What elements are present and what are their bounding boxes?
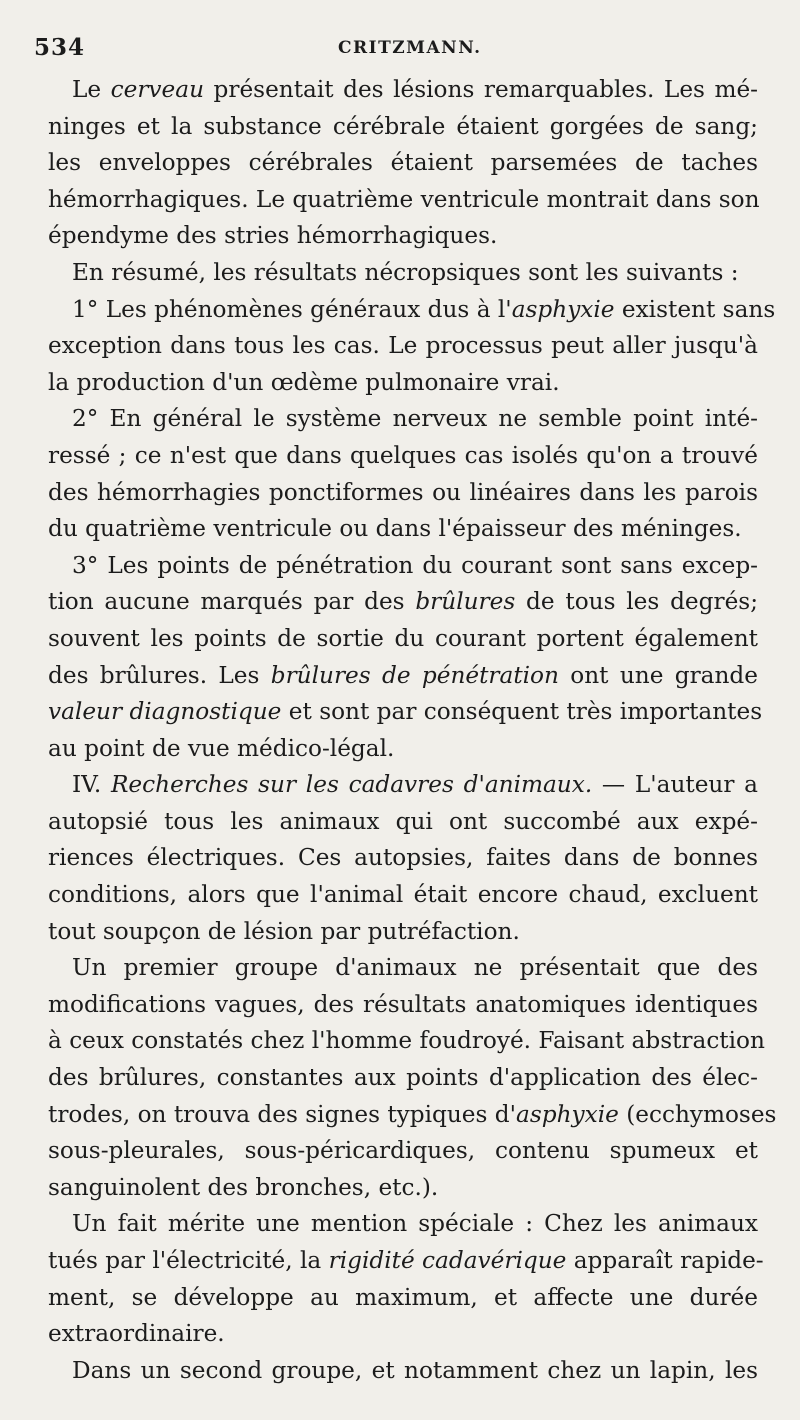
paragraph xyxy=(48,950,777,1206)
text-line: des brûlures, constantes aux points d'application des élec- xyxy=(48,1064,758,1092)
text-line: tion aucune marqués par des brûlures de tous les degrés; xyxy=(48,588,759,616)
text-line: souvent les points de sortie du courant portent également xyxy=(48,624,758,652)
text-line: du quatrième ventricule ou dans l'épaisseur des méninges. xyxy=(48,515,742,543)
text-line: sanguinolent des bronches, etc.). xyxy=(48,1173,439,1201)
running-title: CRITZMANN. xyxy=(338,38,482,58)
text-line: ninges et la substance cérébrale étaient gorgées de sang; xyxy=(48,112,758,140)
text-line: au point de vue médico-légal. xyxy=(48,734,395,762)
text-line: les enveloppes cérébrales étaient parsemées de taches xyxy=(48,149,758,177)
text-line: tout soupçon de lésion par putréfaction. xyxy=(48,917,520,945)
paragraph xyxy=(48,548,763,768)
text-line: ressé ; ce n'est que dans quelques cas isolés qu'on a trouvé xyxy=(48,441,758,469)
text-line: Un premier groupe d'animaux ne présentait que des xyxy=(72,954,758,982)
paragraph xyxy=(48,292,776,402)
page-header xyxy=(34,28,758,72)
text-line: En résumé, les résultats nécropsiques sont les suivants : xyxy=(72,258,739,286)
text-line: modifications vagues, des résultats anatomiques identiques xyxy=(48,990,758,1018)
text-line: 1° Les phénomènes généraux dus à l'asphyxie existent sans xyxy=(72,295,776,323)
text-line: riences électriques. Ces autopsies, faites dans de bonnes xyxy=(48,844,758,872)
paragraph xyxy=(48,1206,764,1352)
text-line: Dans un second groupe, et notamment chez un lapin, les xyxy=(72,1356,758,1384)
text-line: extraordinaire. xyxy=(48,1320,225,1348)
paragraph xyxy=(48,767,758,950)
text-line: valeur diagnostique et sont par conséquent très importantes xyxy=(48,698,763,726)
text-line: autopsié tous les animaux qui ont succombé aux expé- xyxy=(48,807,758,835)
text-line: IV. Recherches sur les cadavres d'animaux. — L'auteur a xyxy=(72,771,758,799)
paragraph xyxy=(48,72,758,255)
text-line: hémorrhagiques. Le quatrième ventricule montrait dans son xyxy=(48,185,760,213)
text-line: la production d'un œdème pulmonaire vrai. xyxy=(48,368,560,396)
text-line: sous-pleurales, sous-péricardiques, contenu spumeux et xyxy=(48,1137,758,1165)
text-line: trodes, on trouva des signes typiques d'asphyxie (ecchymoses xyxy=(48,1100,777,1128)
text-line: Le cerveau présentait des lésions remarquables. Les mé- xyxy=(72,76,758,103)
text-line: tués par l'électricité, la rigidité cadavérique apparaît rapide- xyxy=(48,1247,764,1274)
text-line: 3° Les points de pénétration du courant sont sans excep- xyxy=(72,551,758,579)
page-number: 534 xyxy=(34,34,86,61)
text-line: exception dans tous les cas. Le processus peut aller jusqu'à xyxy=(48,332,758,360)
page-body xyxy=(48,72,777,1389)
text-line: ment, se développe au maximum, et affecte une durée xyxy=(48,1283,758,1311)
text-line: 2° En général le système nerveux ne semble point inté- xyxy=(72,405,758,433)
text-line: à ceux constatés chez l'homme foudroyé. Faisant abstraction xyxy=(48,1027,765,1055)
text-line: Un fait mérite une mention spéciale : Chez les animaux xyxy=(72,1210,758,1238)
paragraph xyxy=(48,255,758,292)
text-line: épendyme des stries hémorrhagiques. xyxy=(48,222,498,250)
paragraph xyxy=(48,401,758,547)
paragraph xyxy=(48,1353,758,1390)
text-line: des brûlures. Les brûlures de pénétration ont une grande xyxy=(48,661,758,689)
text-line: conditions, alors que l'animal était encore chaud, excluent xyxy=(48,881,758,909)
text-line: des hémorrhagies ponctiformes ou linéaires dans les parois xyxy=(48,478,758,506)
